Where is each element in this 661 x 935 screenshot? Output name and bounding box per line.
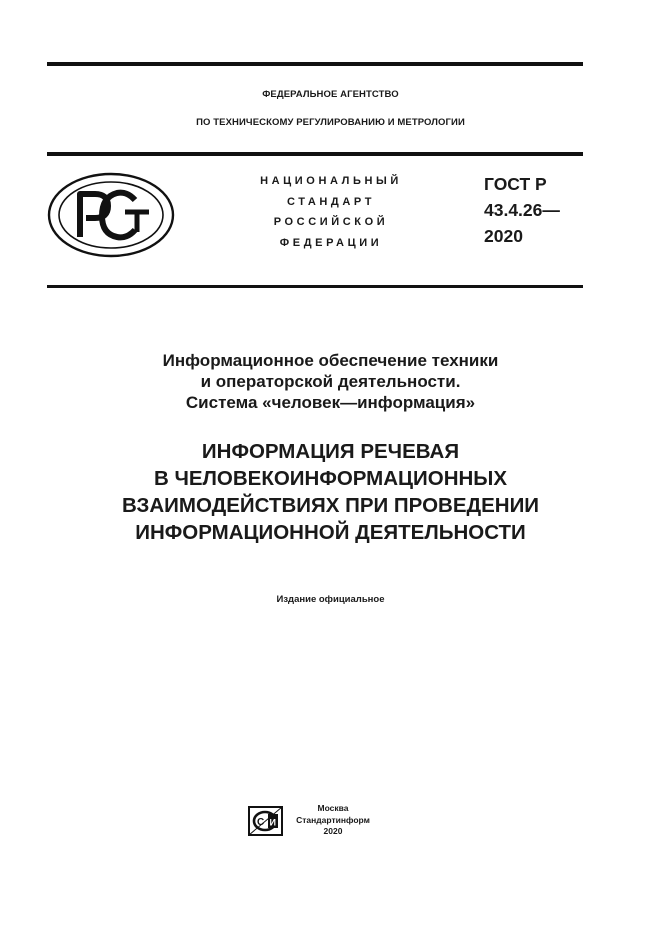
top-rule — [47, 62, 583, 66]
svg-text:И: И — [269, 817, 276, 828]
publisher-name: Стандартинформ — [296, 814, 370, 825]
publisher-city: Москва — [317, 803, 349, 813]
standartinform-logo-icon — [248, 805, 285, 837]
standard-designation — [484, 171, 560, 249]
publisher-year: 2020 — [323, 826, 343, 836]
general-title-line: Информационное обеспечение техники — [162, 351, 499, 370]
national-standard-label — [232, 171, 430, 253]
header-rule — [47, 152, 583, 156]
national-standard-line: РОССИЙСКОЙ — [273, 216, 389, 228]
designation-line-3: 2020 — [484, 226, 523, 246]
svg-text:С: С — [257, 817, 265, 828]
national-standard-line: СТАНДАРТ — [286, 195, 376, 208]
agency-line-2: ПО ТЕХНИЧЕСКОМУ РЕГУЛИРОВАНИЮ И МЕТРОЛОГИИ — [196, 117, 465, 128]
designation-line-2: 43.4.26— — [484, 200, 560, 220]
main-title — [0, 438, 661, 546]
rst-conformity-mark-icon — [47, 172, 175, 258]
national-standard-line: ФЕДЕРАЦИИ — [279, 236, 383, 249]
main-title-line: В ЧЕЛОВЕКОИНФОРМАЦИОННЫХ — [153, 467, 508, 490]
general-title-line: и операторской деятельности. — [200, 372, 461, 391]
general-title-line: Система «человек—информация» — [185, 393, 476, 412]
header-bottom-rule — [47, 285, 583, 288]
main-title-line: ВЗАИМОДЕЙСТВИЯХ ПРИ ПРОВЕДЕНИИ — [121, 494, 540, 517]
national-standard-line: НАЦИОНАЛЬНЫЙ — [260, 175, 402, 187]
general-title — [0, 350, 661, 413]
agency-line-1: ФЕДЕРАЛЬНОЕ АГЕНТСТВО — [262, 89, 399, 100]
publisher-block — [292, 803, 374, 838]
designation-line-1: ГОСТ Р — [484, 174, 547, 194]
main-title-line: ИНФОРМАЦИОННОЙ ДЕЯТЕЛЬНОСТИ — [135, 521, 526, 544]
main-title-line: ИНФОРМАЦИЯ РЕЧЕВАЯ — [201, 440, 460, 463]
edition-label: Издание официальное — [276, 594, 385, 605]
